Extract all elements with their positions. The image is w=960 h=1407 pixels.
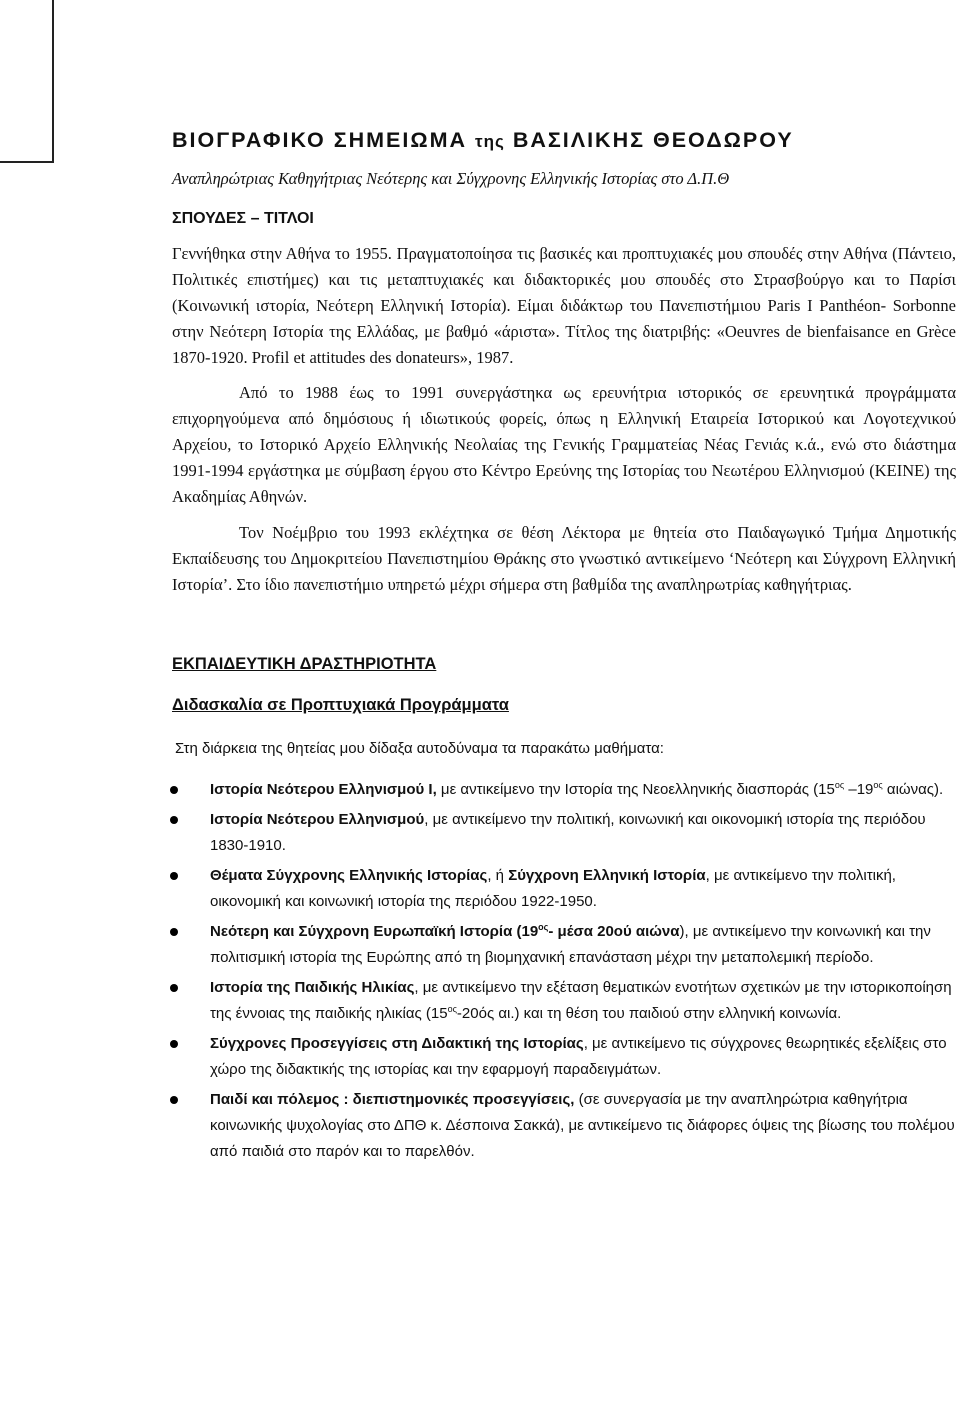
list-item: Ιστορία Νεότερου Ελληνισμού Ι, με αντικείμενο την Ιστορία της Νεοελληνικής διασποράς ($15^{o\varsigma}$ $-19^{o\varsigma}$ αιώνας).	[172, 777, 956, 803]
studies-paragraph-2: Από το 1988 έως το 1991 συνεργάστηκα ως ερευνήτρια ιστορικός σε ερευνητικά προγράμματα επιχορηγούμενα από δημόσιους ή ιδιωτικούς φορείς, όπως η Ελληνική Εταιρεία Ιστορικού και Λογοτεχνικού Αρχείου, το Ιστορικό Αρχείο Ελληνικής Νεολαίας της Γενικής Γραμματείας Νέας Γενιάς κ.ά., ενώ στο διάστημα 1991-1994 εργάστηκα με σύμβαση έργου στο Κέντρο Ερεύνης της Ιστορίας του Νεωτέρου Ελληνισμού (ΚΕΙΝΕ) της Ακαδημίας Αθηνών.	[172, 383, 956, 506]
bullet-icon	[170, 928, 178, 936]
list-item: Θέματα Σύγχρονης Ελληνικής Ιστορίας, ή Σύγχρονη Ελληνική Ιστορία, με αντικείμενο την πολιτική, οικονομική και κοινωνική ιστορία της περιόδου 1922-1950.	[172, 863, 956, 915]
teaching-subheading: Διδασκαλία σε Προπτυχιακά Προγράμματα	[172, 696, 509, 714]
courses-intro: Στη διάρκεια της θητείας μου δίδαξα αυτοδύναμα τα παρακάτω μαθήματα:	[175, 740, 664, 757]
list-item: Ιστορία Νεότερου Ελληνισμού, με αντικείμενο την πολιτική, κοινωνική και οικονομική ιστορία της περιόδου 1830-1910.	[172, 807, 956, 859]
bullet-icon	[170, 816, 178, 824]
bullet-icon	[170, 1040, 178, 1048]
list-item: Παιδί και πόλεμος : διεπιστημονικές προσεγγίσεις, (σε συνεργασία με την αναπληρώτρια καθηγήτρια κοινωνικής ψυχολογίας στο ΔΠΘ κ. Δέσποινα Σακκά), με αντικείμενο τις διάφορες όψεις της βίωσης του πολέμου από παιδιά στο παρόν και το παρελθόν.	[172, 1087, 956, 1165]
bullet-icon	[170, 786, 178, 794]
studies-heading: ΣΠΟΥΔΕΣ – ΤΙΤΛΟΙ	[172, 210, 314, 227]
list-item: Νεότερη και Σύγχρονη Ευρωπαϊκή Ιστορία ($19^{o\varsigma}-$ μέσα 20ού αιώνα), με αντικείμενο την κοινωνική και την πολιτισμική ιστορία της Ευρώπης από τη βιομηχανική επανάσταση μέχρι την μεταπολεμική περίοδο.	[172, 919, 956, 971]
document-page	[172, 128, 956, 1165]
list-item: Σύγχρονες Προσεγγίσεις στη Διδακτική της Ιστορίας, με αντικείμενο τις σύγχρονες θεωρητικές εξελίξεις στο χώρο της διδακτικής της ιστορίας και την εφαρμογή παραδειγμάτων.	[172, 1031, 956, 1083]
list-item: Ιστορία της Παιδικής Ηλικίας, με αντικείμενο την εξέταση θεματικών ενοτήτων σχετικών με την ιστορικοποίηση της έννοιας της παιδικής ηλικίας ($15^{o\varsigma}-20ό\varsigma$ αι.) και τη θέση του παιδιού στην ελληνική κοινωνία.	[172, 975, 956, 1027]
bullet-icon	[170, 872, 178, 880]
bullet-icon	[170, 984, 178, 992]
education-heading: ΕΚΠΑΙΔΕΥΤΙΚΗ ΔΡΑΣΤΗΡΙΟΤΗΤΑ	[172, 655, 437, 673]
studies-paragraph-3: Τον Νοέμβριο του 1993 εκλέχτηκα σε θέση Λέκτορα με θητεία στο Παιδαγωγικό Τμήμα Δημοτικής Εκπαίδευσης του Δημοκριτείου Πανεπιστημίου Θράκης στο γνωστικό αντικείμενο ‘Νεότερη και Σύγχρονη Ελληνική Ιστορία’. Στο ίδιο πανεπιστήμιο υπηρετώ μέχρι σήμερα στη βαθμίδα της αναπληρωτρίας καθηγήτριας.	[172, 523, 956, 594]
bullet-icon	[170, 1096, 178, 1104]
page-corner-mark	[0, 0, 54, 163]
subtitle: Αναπληρώτριας Καθηγήτριας Νεότερης και Σύγχρονης Ελληνικής Ιστορίας στο Δ.Π.Θ	[172, 169, 730, 188]
document-title: ΒΙΟΓΡΑΦΙΚΟ ΣΗΜΕΙΩΜΑ της ΒΑΣΙΛΙΚΗΣ ΘΕΟΔΩΡΟΥ	[172, 128, 794, 152]
course-list	[172, 777, 956, 1165]
studies-paragraph-1: Γεννήθηκα στην Αθήνα το 1955. Πραγματοποίησα τις βασικές και προπτυχιακές μου σπουδές στην Αθήνα (Πάντειο, Πολιτικές επιστήμες) και τις μεταπτυχιακές και διδακτορικές μου σπουδές στο Στρασβούργο και το Παρίσι (Κοινωνική ιστορία, Νεότερη Ελληνική Ιστορία). Είμαι διδάκτωρ του Πανεπιστήμιου Paris I Panthéon- Sorbonne στην Νεότερη Ιστορία της Ελλάδας, με βαθμό «άριστα». Τίτλος της διατριβής: «Oeuvres de bienfaisance en Grèce 1870-1920. Profil et attitudes des donateurs», 1987.	[172, 244, 956, 367]
